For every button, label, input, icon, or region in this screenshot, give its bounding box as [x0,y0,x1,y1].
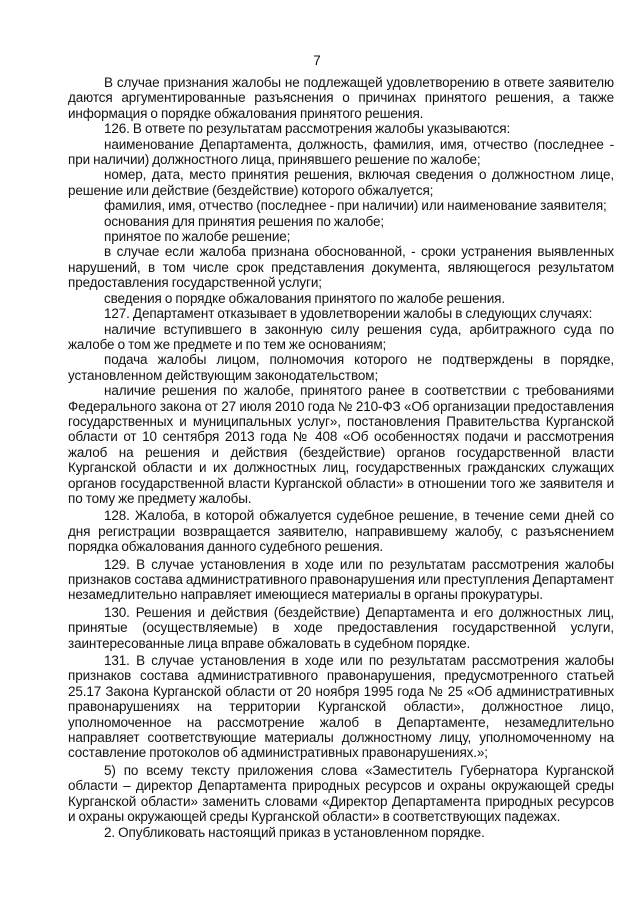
paragraph: основания для принятия решения по жалобе; [104,213,385,229]
paragraph: 126. В ответе по результатам рассмотрения жалобы указываются: [104,121,511,137]
paragraph: в случае если жалоба признана обоснованной, - сроки устранения выявленных нарушений, в том числе срок представления документа, являющегося результатом предоставления государственной услуги; [68,244,614,291]
paragraph: 128. Жалоба, в которой обжалуется судебное решение, в течение семи дней со дня регистрации возвращается заявителю, направившему жалобу, с разъяснением порядка обжалования данного судебного решения. [68,508,614,555]
paragraph: принятое по жалобе решение; [104,229,291,245]
paragraph: 129. В случае установления в ходе или по результатам рассмотрения жалобы признаков состава административного правонарушения или преступления Департамент незамедлительно направляет имеющиеся материалы в органы прокуратуры. [68,556,614,603]
paragraph: сведения о порядке обжалования принятого по жалобе решения. [104,290,505,306]
document-body [68,75,614,840]
paragraph: 127. Департамент отказывает в удовлетворении жалобы в следующих случаях: [104,306,593,322]
paragraph: 131. В случае установления в ходе или по результатам рассмотрения жалобы признаков состава административного правонарушения, предусмотренного статьей 25.17 Закона Курганской области от 20 ноября 1995 года № 25 «Об административных правонарушениях на территории Курганской области», должностное лицо, уполномоченное на рассмотрение жалоб в Департаменте, незамедлительно направляет соответствующие материалы должностному лицу, уполномоченному на составление протоколов об административных правонарушениях.»; [68,653,614,761]
paragraph: 2. Опубликовать настоящий приказ в установленном порядке. [104,824,485,840]
paragraph: номер, дата, место принятия решения, включая сведения о должностном лице, решение или действие (бездействие) которого обжалуется; [68,167,614,198]
paragraph: наличие вступившего в законную силу решения суда, арбитражного суда по жалобе о том же предмете и по тем же основаниям; [68,321,614,352]
paragraph: 5) по всему тексту приложения слова «Заместитель Губернатора Курганской области – директор Департамента природных ресурсов и охраны окружающей среды Курганской области» заменить словами «Директор Департамента природных ресурсов и охраны окружающей среды Курганской области» в соответствующих падежах. [68,762,614,825]
paragraph: 130. Решения и действия (бездействие) Департамента и его должностных лиц, принятые (осуществляемые) в ходе предоставления государственной услуги, заинтересованные лица вправе обжаловать в судебном порядке. [68,604,614,651]
paragraph: подача жалобы лицом, полномочия которого не подтверждены в порядке, установленном действующим законодательством; [68,352,614,383]
paragraph: фамилия, имя, отчество (последнее - при наличии) или наименование заявителя; [104,198,607,214]
paragraph: наличие решения по жалобе, принятого ранее в соответствии с требованиями Федерального закона от 27 июля 2010 года № 210-ФЗ «Об организации предоставления государственных и муниципальных услуг», постановления Правительства Курганской области от 10 сентября 2013 года № 408 «Об особенностях подачи и рассмотрения жалоб на решения и действия (бездействие) органов государственной власти Курганской области и их должностных лиц, государственных гражданских служащих органов государственной власти Курганской области» в отношении того же заявителя и по тому же предмету жалобы. [68,383,614,506]
page-number: 7 [313,53,321,68]
paragraph: В случае признания жалобы не подлежащей удовлетворению в ответе заявителю даются аргументированные разъяснения о причинах принятого решения, а также информация о порядке обжалования принятого решения. [68,75,614,121]
paragraph: наименование Департамента, должность, фамилия, имя, отчество (последнее - при наличии) должностного лица, принявшего решение по жалобе; [68,136,614,168]
